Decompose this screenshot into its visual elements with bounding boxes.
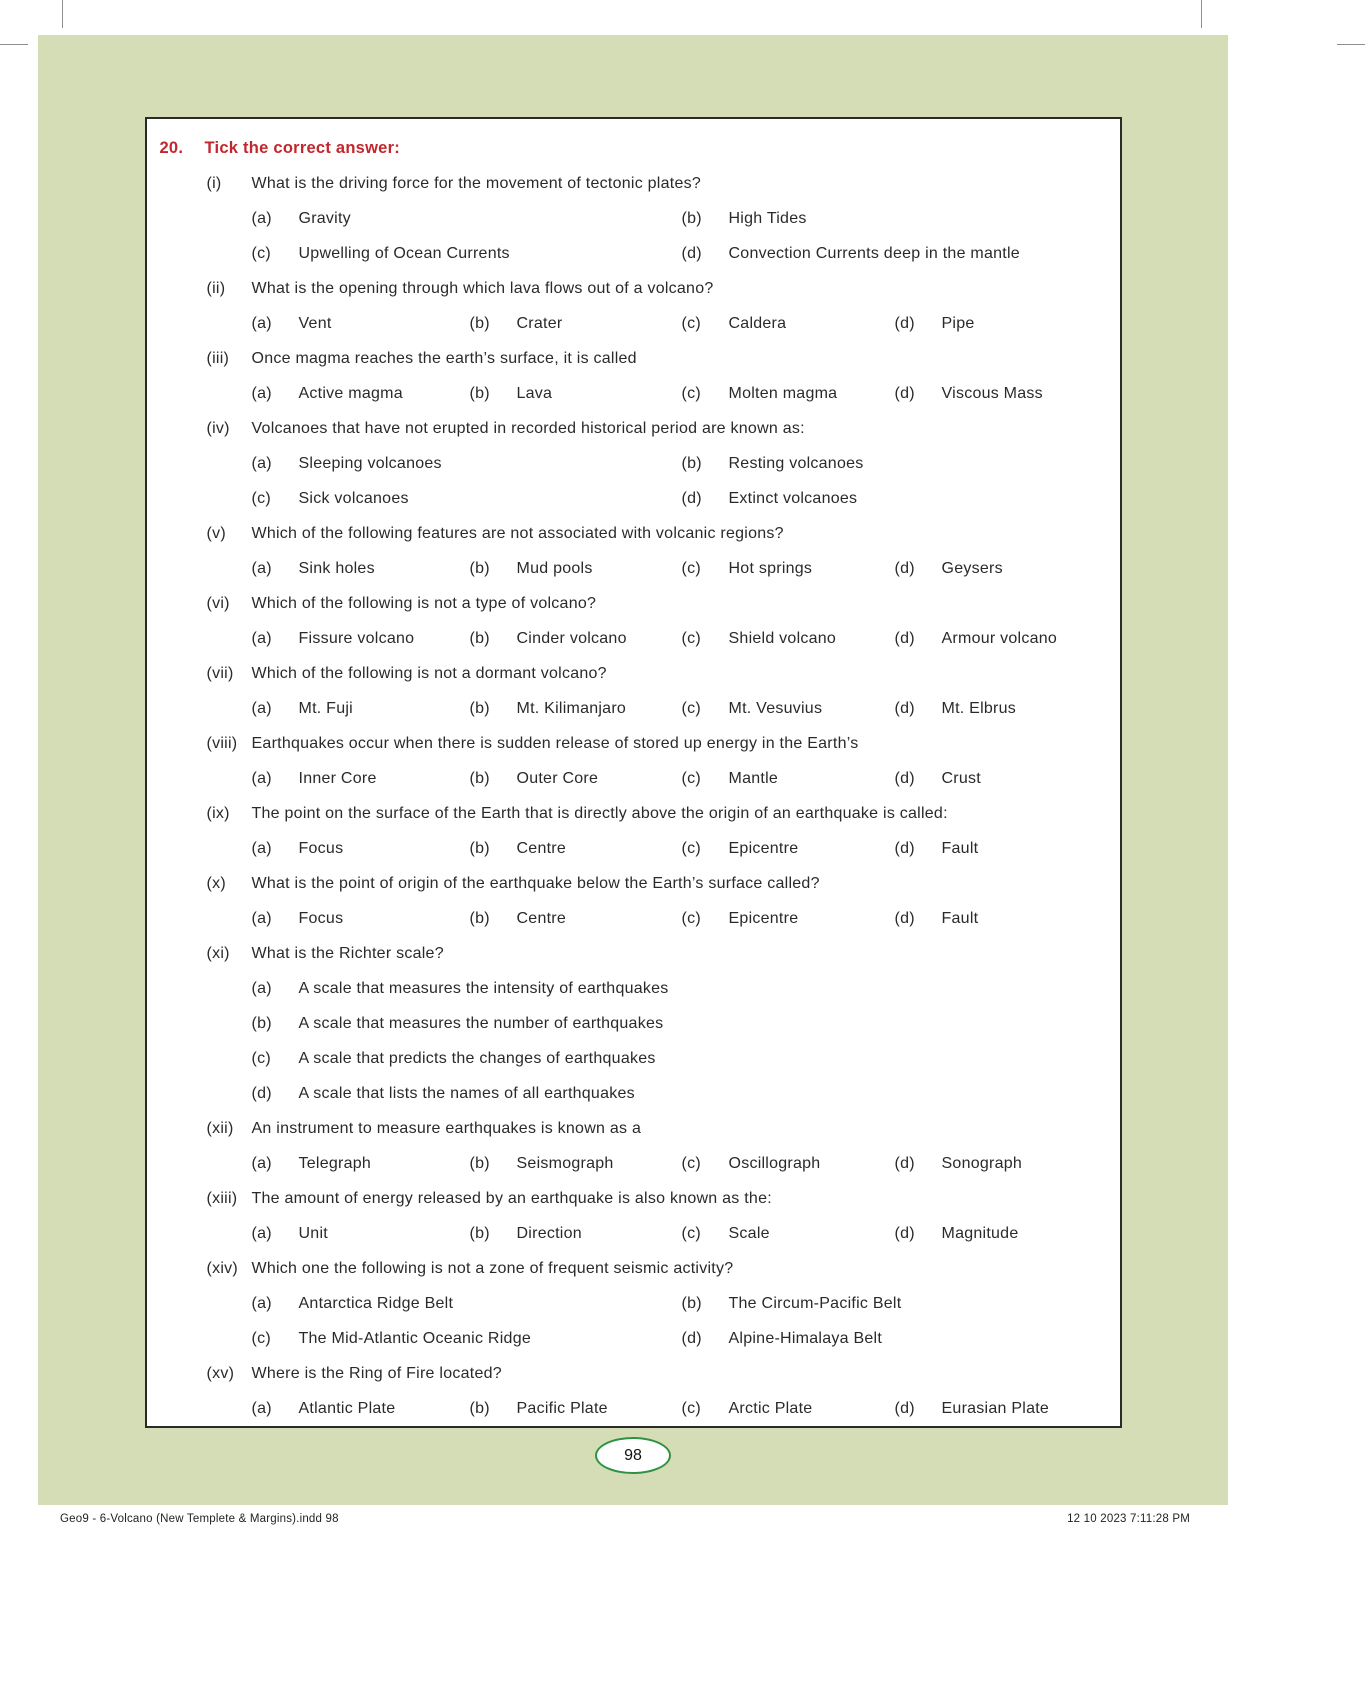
crop-mark-top-left-horizontal [0,44,28,45]
option-text: Viscous Mass [941,385,1043,402]
option-text: Eurasian Plate [941,1400,1050,1417]
option [252,1216,470,1251]
option-text: Sleeping volcanoes [298,455,442,472]
option-letter: (d) [681,1330,702,1347]
options [252,551,1106,586]
question [160,1111,1106,1181]
question-text: Earthquakes occur when there is sudden release of stored up energy in the Earth’s [251,735,859,752]
option-letter: (c) [681,560,701,577]
option-letter: (b) [469,1400,490,1417]
option-letter: (a) [251,210,272,227]
question-number: (i) [206,175,222,192]
option-letter: (d) [894,700,915,717]
option-letter: (c) [251,1330,271,1347]
option [895,901,1106,936]
option [682,1286,1106,1321]
question-text: What is the driving force for the movement of tectonic plates? [251,175,701,192]
option [252,1076,1106,1111]
option [470,901,682,936]
option-letter: (c) [681,385,701,402]
question [160,1356,1106,1426]
option-text: Mt. Elbrus [941,700,1017,717]
question-text: Volcanoes that have not erupted in recorded historical period are known as: [251,420,805,437]
options [252,306,1106,341]
option-letter: (c) [251,245,271,262]
option [682,1216,895,1251]
option-text: Crust [941,770,981,787]
question-text: The point on the surface of the Earth that is directly above the origin of an earthquake is called: [251,805,948,822]
option [470,1146,682,1181]
option-text: Mud pools [516,560,593,577]
options [252,761,1106,796]
question [160,341,1106,411]
options [252,376,1106,411]
question-line [160,341,1106,376]
question-line [160,1111,1106,1146]
option [895,551,1106,586]
option [252,551,470,586]
option-letter: (d) [894,1400,915,1417]
question-line [160,166,1106,201]
question-number: (vi) [206,595,230,612]
option-letter: (b) [469,700,490,717]
option [470,621,682,656]
option-text: A scale that predicts the changes of earthquakes [298,1050,656,1067]
option-letter: (b) [681,1295,702,1312]
option-letter: (b) [469,840,490,857]
option-text: Fault [941,910,979,927]
question [160,586,1106,656]
quiz-number: 20. [159,139,184,157]
option-text: Pipe [941,315,975,332]
quiz-title: Tick the correct answer: [204,139,401,157]
option-text: Extinct volcanoes [728,490,858,507]
options [252,691,1106,726]
option-letter: (b) [469,1225,490,1242]
option [682,1391,895,1426]
option-text: Caldera [728,315,787,332]
option [252,1006,1106,1041]
option [252,831,470,866]
question-number: (iii) [206,350,230,367]
option [682,306,895,341]
option-text: Direction [516,1225,582,1242]
option-letter: (c) [251,490,271,507]
option-letter: (d) [894,910,915,927]
option-letter: (b) [469,385,490,402]
options [252,901,1106,936]
option-text: Telegraph [298,1155,372,1172]
option-letter: (d) [894,770,915,787]
question-line [160,936,1106,971]
option-letter: (a) [251,455,272,472]
question [160,726,1106,796]
question-line [160,1251,1106,1286]
option-letter: (b) [469,770,490,787]
question-line [160,586,1106,621]
question [160,271,1106,341]
question-text: What is the opening through which lava flows out of a volcano? [251,280,714,297]
option [895,761,1106,796]
option [895,691,1106,726]
page-number-badge [595,1437,671,1474]
option-letter: (d) [894,315,915,332]
question-number: (vii) [206,665,234,682]
option [252,1321,682,1356]
option-letter: (c) [681,910,701,927]
quiz-box [145,117,1122,1428]
option-letter: (a) [251,910,272,927]
option-letter: (a) [251,700,272,717]
option-letter: (c) [681,1155,701,1172]
question [160,796,1106,866]
option-letter: (c) [681,700,701,717]
option-text: Alpine-Himalaya Belt [728,1330,883,1347]
option [252,376,470,411]
option [470,1391,682,1426]
question-line [160,1356,1106,1391]
option-letter: (c) [681,630,701,647]
options [252,201,1106,271]
option [682,831,895,866]
option-letter: (d) [894,560,915,577]
option-text: Arctic Plate [728,1400,813,1417]
option-text: Vent [298,315,332,332]
option-letter: (b) [469,560,490,577]
question-line [160,411,1106,446]
option [682,481,1106,516]
option-text: Outer Core [516,770,599,787]
option-text: High Tides [728,210,807,227]
option [470,551,682,586]
option [252,761,470,796]
option-letter: (a) [251,980,272,997]
crop-mark-top-right-horizontal [1337,44,1365,45]
option-text: Cinder volcano [516,630,627,647]
option-text: Lava [516,385,553,402]
option-letter: (c) [681,1225,701,1242]
option-letter: (a) [251,840,272,857]
option [252,691,470,726]
option [470,376,682,411]
option-text: Magnitude [941,1225,1019,1242]
option-text: Epicentre [728,910,799,927]
option-text: Centre [516,910,567,927]
option-text: Oscillograph [728,1155,821,1172]
option [895,621,1106,656]
crop-mark-top-right-vertical [1201,0,1202,28]
option [895,1146,1106,1181]
question-number: (xv) [206,1365,235,1382]
option-text: Mt. Kilimanjaro [516,700,627,717]
option [682,901,895,936]
option [895,1391,1106,1426]
option [682,1321,1106,1356]
option-letter: (b) [469,910,490,927]
question-line [160,516,1106,551]
option-text: Focus [298,840,344,857]
option [470,691,682,726]
question-number: (x) [206,875,226,892]
option-letter: (a) [251,770,272,787]
print-footer [60,1513,1190,1525]
option-text: Scale [728,1225,770,1242]
option-text: Epicentre [728,840,799,857]
question-text: What is the point of origin of the earthquake below the Earth’s surface called? [251,875,820,892]
option-text: Centre [516,840,567,857]
question-number: (v) [206,525,226,542]
option [682,621,895,656]
question-list [160,166,1106,1426]
option-text: Antarctica Ridge Belt [298,1295,454,1312]
option-text: Crater [516,315,563,332]
option [252,1286,682,1321]
option-letter: (d) [681,490,702,507]
option-letter: (a) [251,1225,272,1242]
question [160,866,1106,936]
option-letter: (c) [681,1400,701,1417]
options [252,1391,1106,1426]
question [160,166,1106,271]
options [252,1286,1106,1356]
question-text: An instrument to measure earthquakes is known as a [251,1120,642,1137]
question-text: The amount of energy released by an earthquake is also known as the: [251,1190,772,1207]
option-text: Armour volcano [941,630,1058,647]
option [895,831,1106,866]
question-line [160,271,1106,306]
option-letter: (a) [251,630,272,647]
option-letter: (b) [469,630,490,647]
option [895,376,1106,411]
option [252,1391,470,1426]
option-text: Fissure volcano [298,630,415,647]
option-text: A scale that lists the names of all earthquakes [298,1085,635,1102]
question-text: Which of the following is not a type of volcano? [251,595,597,612]
question [160,656,1106,726]
option [682,446,1106,481]
option [470,761,682,796]
option [252,1146,470,1181]
option-text: Inner Core [298,770,377,787]
option-text: Gravity [298,210,351,227]
footer-filename: Geo9 - 6-Volcano (New Templete & Margins).indd 98 [60,1513,339,1525]
option [682,691,895,726]
question-text: Once magma reaches the earth’s surface, it is called [251,350,637,367]
option [470,831,682,866]
option [682,376,895,411]
option-text: The Mid-Atlantic Oceanic Ridge [298,1330,531,1347]
question-line [160,656,1106,691]
option [252,236,682,271]
option-text: Molten magma [728,385,838,402]
question-number: (iv) [206,420,230,437]
question-line [160,866,1106,901]
option [252,201,682,236]
option [470,1216,682,1251]
question-line [160,1181,1106,1216]
question-text: What is the Richter scale? [251,945,444,962]
question-text: Which one the following is not a zone of frequent seismic activity? [251,1260,734,1277]
option-text: Focus [298,910,344,927]
option-letter: (a) [251,560,272,577]
question [160,936,1106,1111]
question-number: (xi) [206,945,230,962]
options [252,971,1106,1111]
option-text: Sonograph [941,1155,1023,1172]
option-text: Upwelling of Ocean Currents [298,245,510,262]
option-letter: (c) [681,840,701,857]
option [252,971,1106,1006]
question-text: Which of the following features are not associated with volcanic regions? [251,525,784,542]
option [682,201,1106,236]
question [160,516,1106,586]
question-number: (xiii) [206,1190,238,1207]
options [252,1216,1106,1251]
option-text: Resting volcanoes [728,455,864,472]
options [252,1146,1106,1181]
option [252,621,470,656]
quiz-heading [160,131,1106,166]
option-letter: (b) [251,1015,272,1032]
option-letter: (c) [681,770,701,787]
option-text: The Circum-Pacific Belt [728,1295,902,1312]
option [895,1216,1106,1251]
option-letter: (d) [894,385,915,402]
options [252,831,1106,866]
option [252,306,470,341]
option-letter: (d) [894,840,915,857]
question-number: (viii) [206,735,238,752]
option [470,306,682,341]
option-text: Active magma [298,385,403,402]
option-letter: (b) [681,210,702,227]
footer-timestamp: 12 10 2023 7:11:28 PM [1067,1513,1190,1525]
option-letter: (b) [681,455,702,472]
option-text: Atlantic Plate [298,1400,396,1417]
option-text: Fault [941,840,979,857]
option-text: A scale that measures the number of earthquakes [298,1015,664,1032]
option-text: Sick volcanoes [298,490,409,507]
option-text: Geysers [941,560,1003,577]
option-letter: (a) [251,315,272,332]
option [682,551,895,586]
option-text: Mantle [728,770,779,787]
question-text: Where is the Ring of Fire located? [251,1365,502,1382]
option [252,901,470,936]
page-number: 98 [624,1446,642,1464]
option [682,761,895,796]
question-number: (xii) [206,1120,234,1137]
option-text: Unit [298,1225,328,1242]
option-letter: (d) [894,1225,915,1242]
page-background [38,35,1228,1505]
option [252,446,682,481]
option-letter: (b) [469,1155,490,1172]
option-text: Sink holes [298,560,375,577]
option [252,1041,1106,1076]
option-text: Mt. Vesuvius [728,700,823,717]
question-number: (ix) [206,805,230,822]
option-letter: (c) [251,1050,271,1067]
option-letter: (d) [251,1085,272,1102]
option-letter: (a) [251,1295,272,1312]
option [895,306,1106,341]
options [252,621,1106,656]
option-text: Mt. Fuji [298,700,353,717]
question-line [160,796,1106,831]
option-letter: (d) [681,245,702,262]
option-letter: (a) [251,1155,272,1172]
option-letter: (d) [894,1155,915,1172]
question [160,1251,1106,1356]
option-letter: (c) [681,315,701,332]
question [160,1181,1106,1251]
option-letter: (a) [251,1400,272,1417]
option [682,1146,895,1181]
option-letter: (d) [894,630,915,647]
question-text: Which of the following is not a dormant volcano? [251,665,607,682]
options [252,446,1106,516]
option [682,236,1106,271]
option-letter: (a) [251,385,272,402]
option-text: A scale that measures the intensity of earthquakes [298,980,669,997]
crop-mark-top-left-vertical [62,0,63,28]
question-line [160,726,1106,761]
question [160,411,1106,516]
question-number: (xiv) [206,1260,238,1277]
option-letter: (b) [469,315,490,332]
option-text: Convection Currents deep in the mantle [728,245,1020,262]
option-text: Pacific Plate [516,1400,608,1417]
option-text: Shield volcano [728,630,837,647]
option-text: Seismograph [516,1155,614,1172]
question-number: (ii) [206,280,226,297]
option [252,481,682,516]
option-text: Hot springs [728,560,813,577]
